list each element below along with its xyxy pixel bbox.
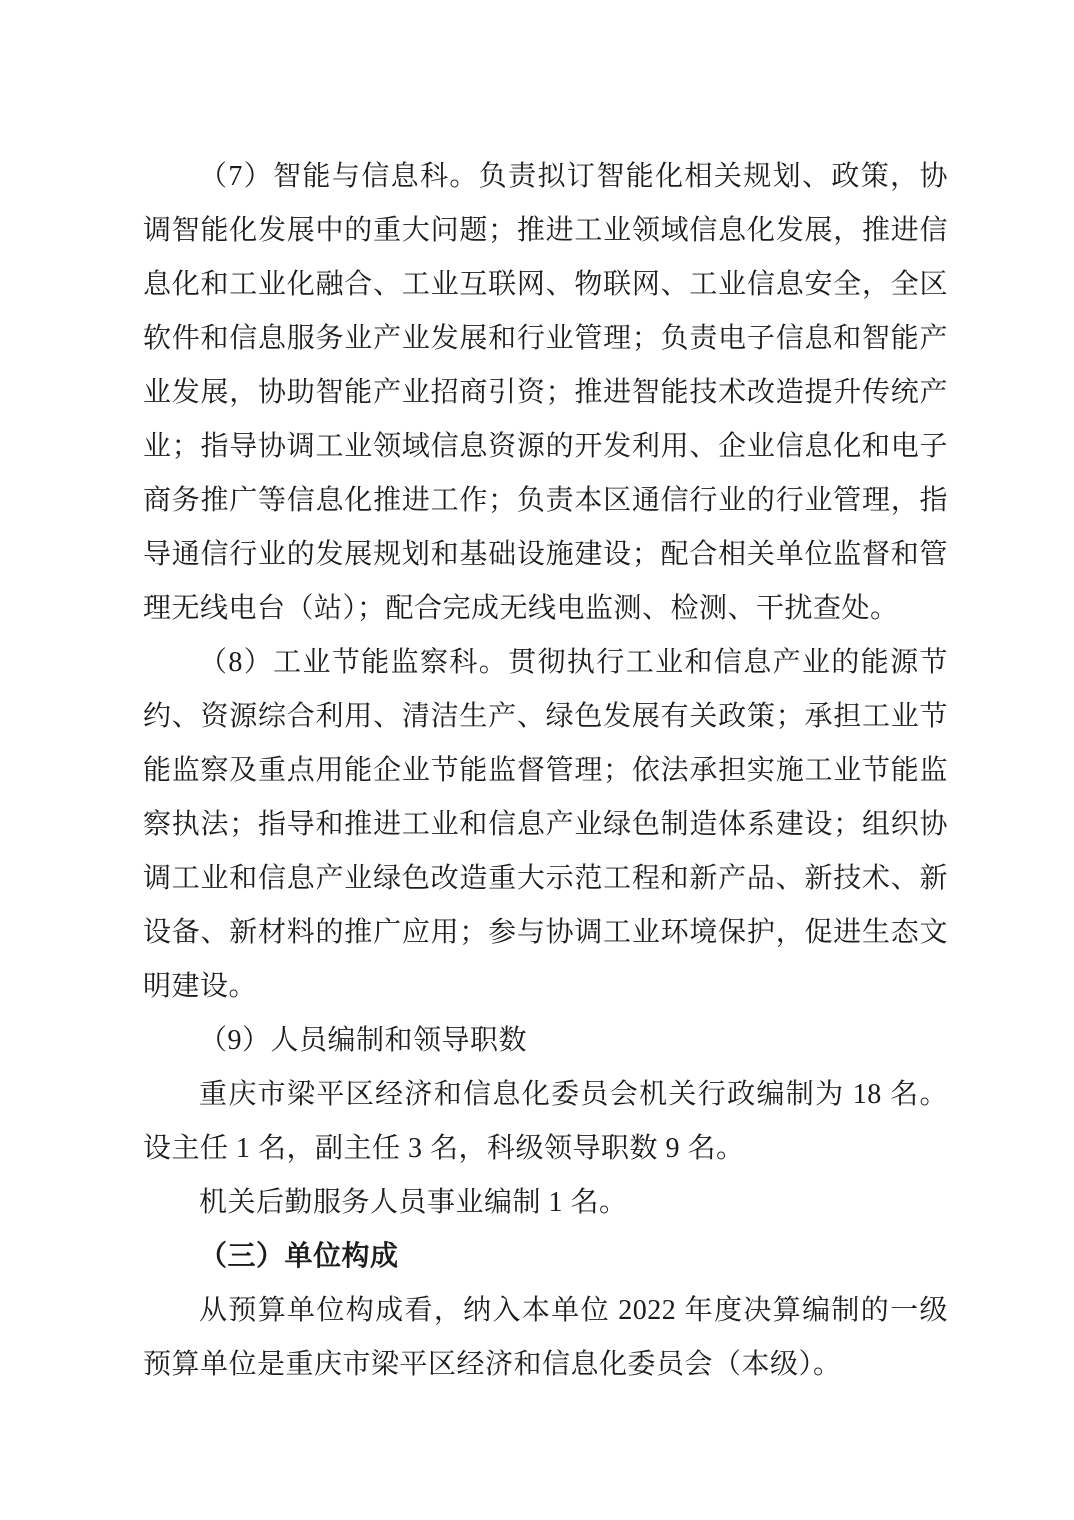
paragraph-item-9-title xyxy=(143,1014,948,1068)
text-line: 业发展，协助智能产业招商引资；推进智能技术改造提升传统产 xyxy=(143,377,948,408)
text-line: 商务推广等信息化推进工作；负责本区通信行业的行业管理，指 xyxy=(143,485,948,516)
text-line: 设备、新材料的推广应用；参与协调工业环境保护，促进生态文 xyxy=(143,917,948,948)
paragraph-item-8 xyxy=(143,636,948,1014)
text-line: 从预算单位构成看，纳入本单位 2022 年度决算编制的一级 xyxy=(199,1295,948,1326)
text-line: （三）单位构成 xyxy=(199,1241,399,1272)
text-line: 设主任 1 名，副主任 3 名，科级领导职数 9 名。 xyxy=(143,1133,745,1164)
heading-unit-composition xyxy=(143,1230,948,1284)
text-line: 理无线电台（站）；配合完成无线电监测、检测、干扰查处。 xyxy=(143,593,899,624)
text-line: 息化和工业化融合、工业互联网、物联网、工业信息安全，全区 xyxy=(143,269,948,300)
text-line: 软件和信息服务业产业发展和行业管理；负责电子信息和智能产 xyxy=(143,323,948,354)
text-line: 约、资源综合利用、清洁生产、绿色发展有关政策；承担工业节 xyxy=(143,701,948,732)
text-line: 调工业和信息产业绿色改造重大示范工程和新产品、新技术、新 xyxy=(143,863,948,894)
text-line: 明建设。 xyxy=(143,971,258,1002)
text-line: 察执法；指导和推进工业和信息产业绿色制造体系建设；组织协 xyxy=(143,809,948,840)
text-line: 调智能化发展中的重大问题；推进工业领域信息化发展，推进信 xyxy=(143,215,948,246)
text-line: 预算单位是重庆市梁平区经济和信息化委员会（本级）。 xyxy=(143,1349,842,1380)
text-line: （8）工业节能监察科。贯彻执行工业和信息产业的能源节 xyxy=(199,647,948,678)
text-line: 重庆市梁平区经济和信息化委员会机关行政编制为 18 名。 xyxy=(199,1079,948,1110)
text-line: 机关后勤服务人员事业编制 1 名。 xyxy=(199,1187,628,1218)
paragraph-unit-composition xyxy=(143,1284,948,1392)
paragraph-item-7 xyxy=(143,150,948,636)
paragraph-administrative-staffing xyxy=(143,1068,948,1176)
document-content xyxy=(143,150,948,1392)
text-line: 业；指导协调工业领域信息资源的开发利用、企业信息化和电子 xyxy=(143,431,948,462)
text-line: （7）智能与信息科。负责拟订智能化相关规划、政策，协 xyxy=(199,161,948,192)
text-line: 导通信行业的发展规划和基础设施建设；配合相关单位监督和管 xyxy=(143,539,948,570)
text-line: 能监察及重点用能企业节能监督管理；依法承担实施工业节能监 xyxy=(143,755,948,786)
paragraph-logistics-staffing xyxy=(143,1176,948,1230)
text-line: （9）人员编制和领导职数 xyxy=(199,1025,528,1056)
